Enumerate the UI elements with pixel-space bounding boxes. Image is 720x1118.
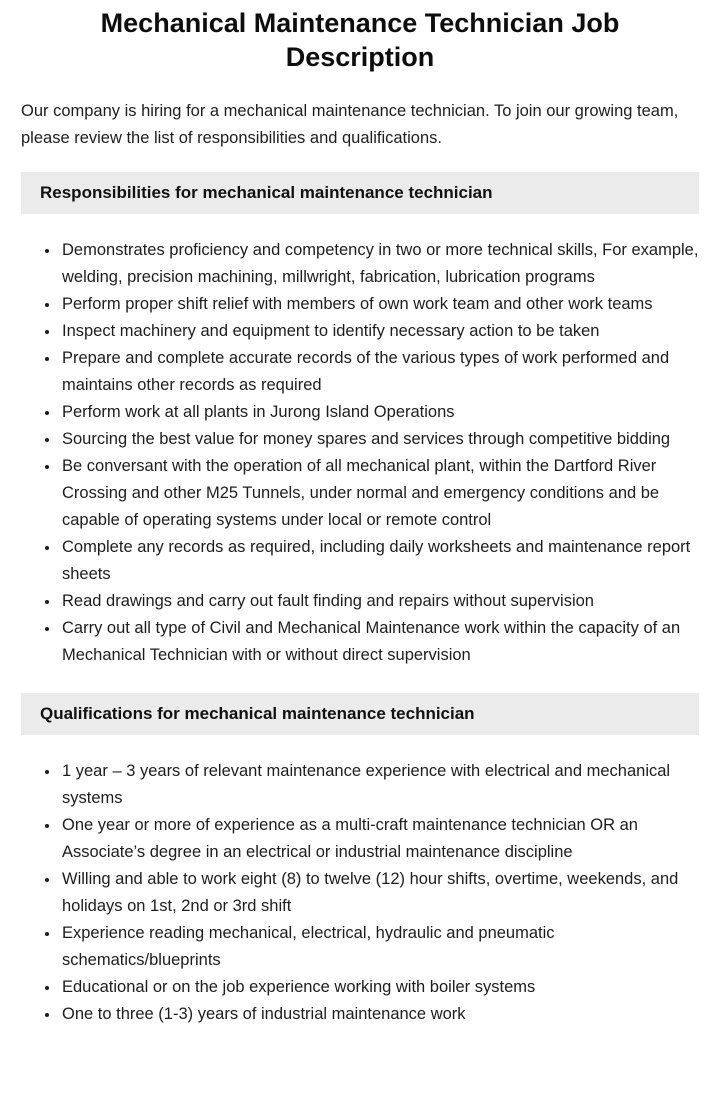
list-item: • Perform work at all plants in Jurong Island Operations xyxy=(60,399,699,426)
list-item: • Demonstrates proficiency and competency in two or more technical skills, For example, welding, precision machining, millwright, fabrication, lubrication programs xyxy=(60,237,699,291)
responsibilities-list xyxy=(21,237,699,669)
list-item: • Perform proper shift relief with members of own work team and other work teams xyxy=(60,291,699,318)
intro-paragraph: Our company is hiring for a mechanical maintenance technician. To join our growing team, please review the list of responsibilities and qualifications. xyxy=(21,102,679,147)
list-item: • Prepare and complete accurate records of the various types of work performed and maintains other records as required xyxy=(60,345,699,399)
qualifications-section xyxy=(21,693,699,1028)
list-item: • Read drawings and carry out fault finding and repairs without supervision xyxy=(60,588,699,615)
list-item: • Complete any records as required, including daily worksheets and maintenance report sheets xyxy=(60,534,699,588)
responsibilities-section xyxy=(21,172,699,669)
list-item: • One to three (1-3) years of industrial maintenance work xyxy=(60,1001,699,1028)
list-item: • Be conversant with the operation of all mechanical plant, within the Dartford River Crossing and other M25 Tunnels, under normal and emergency conditions and be capable of operating systems under local or remote control xyxy=(60,453,699,534)
list-item: • Experience reading mechanical, electrical, hydraulic and pneumatic schematics/blueprints xyxy=(60,920,699,974)
page-title: Mechanical Maintenance Technician Job Description xyxy=(100,8,620,72)
list-item: • Carry out all type of Civil and Mechanical Maintenance work within the capacity of an Mechanical Technician with or without direct supervision xyxy=(60,615,699,669)
list-item: • Sourcing the best value for money spares and services through competitive bidding xyxy=(60,426,699,453)
list-item: • One year or more of experience as a multi-craft maintenance technician OR an Associate’s degree in an electrical or industrial maintenance discipline xyxy=(60,812,699,866)
list-item: • Inspect machinery and equipment to identify necessary action to be taken xyxy=(60,318,699,345)
list-item: • Educational or on the job experience working with boiler systems xyxy=(60,974,699,1001)
list-item: • Willing and able to work eight (8) to twelve (12) hour shifts, overtime, weekends, and holidays on 1st, 2nd or 3rd shift xyxy=(60,866,699,920)
responsibilities-heading: Responsibilities for mechanical maintenance technician xyxy=(21,172,699,214)
list-item: • 1 year – 3 years of relevant maintenance experience with electrical and mechanical systems xyxy=(60,758,699,812)
qualifications-list xyxy=(21,758,699,1028)
qualifications-heading: Qualifications for mechanical maintenance technician xyxy=(21,693,699,735)
